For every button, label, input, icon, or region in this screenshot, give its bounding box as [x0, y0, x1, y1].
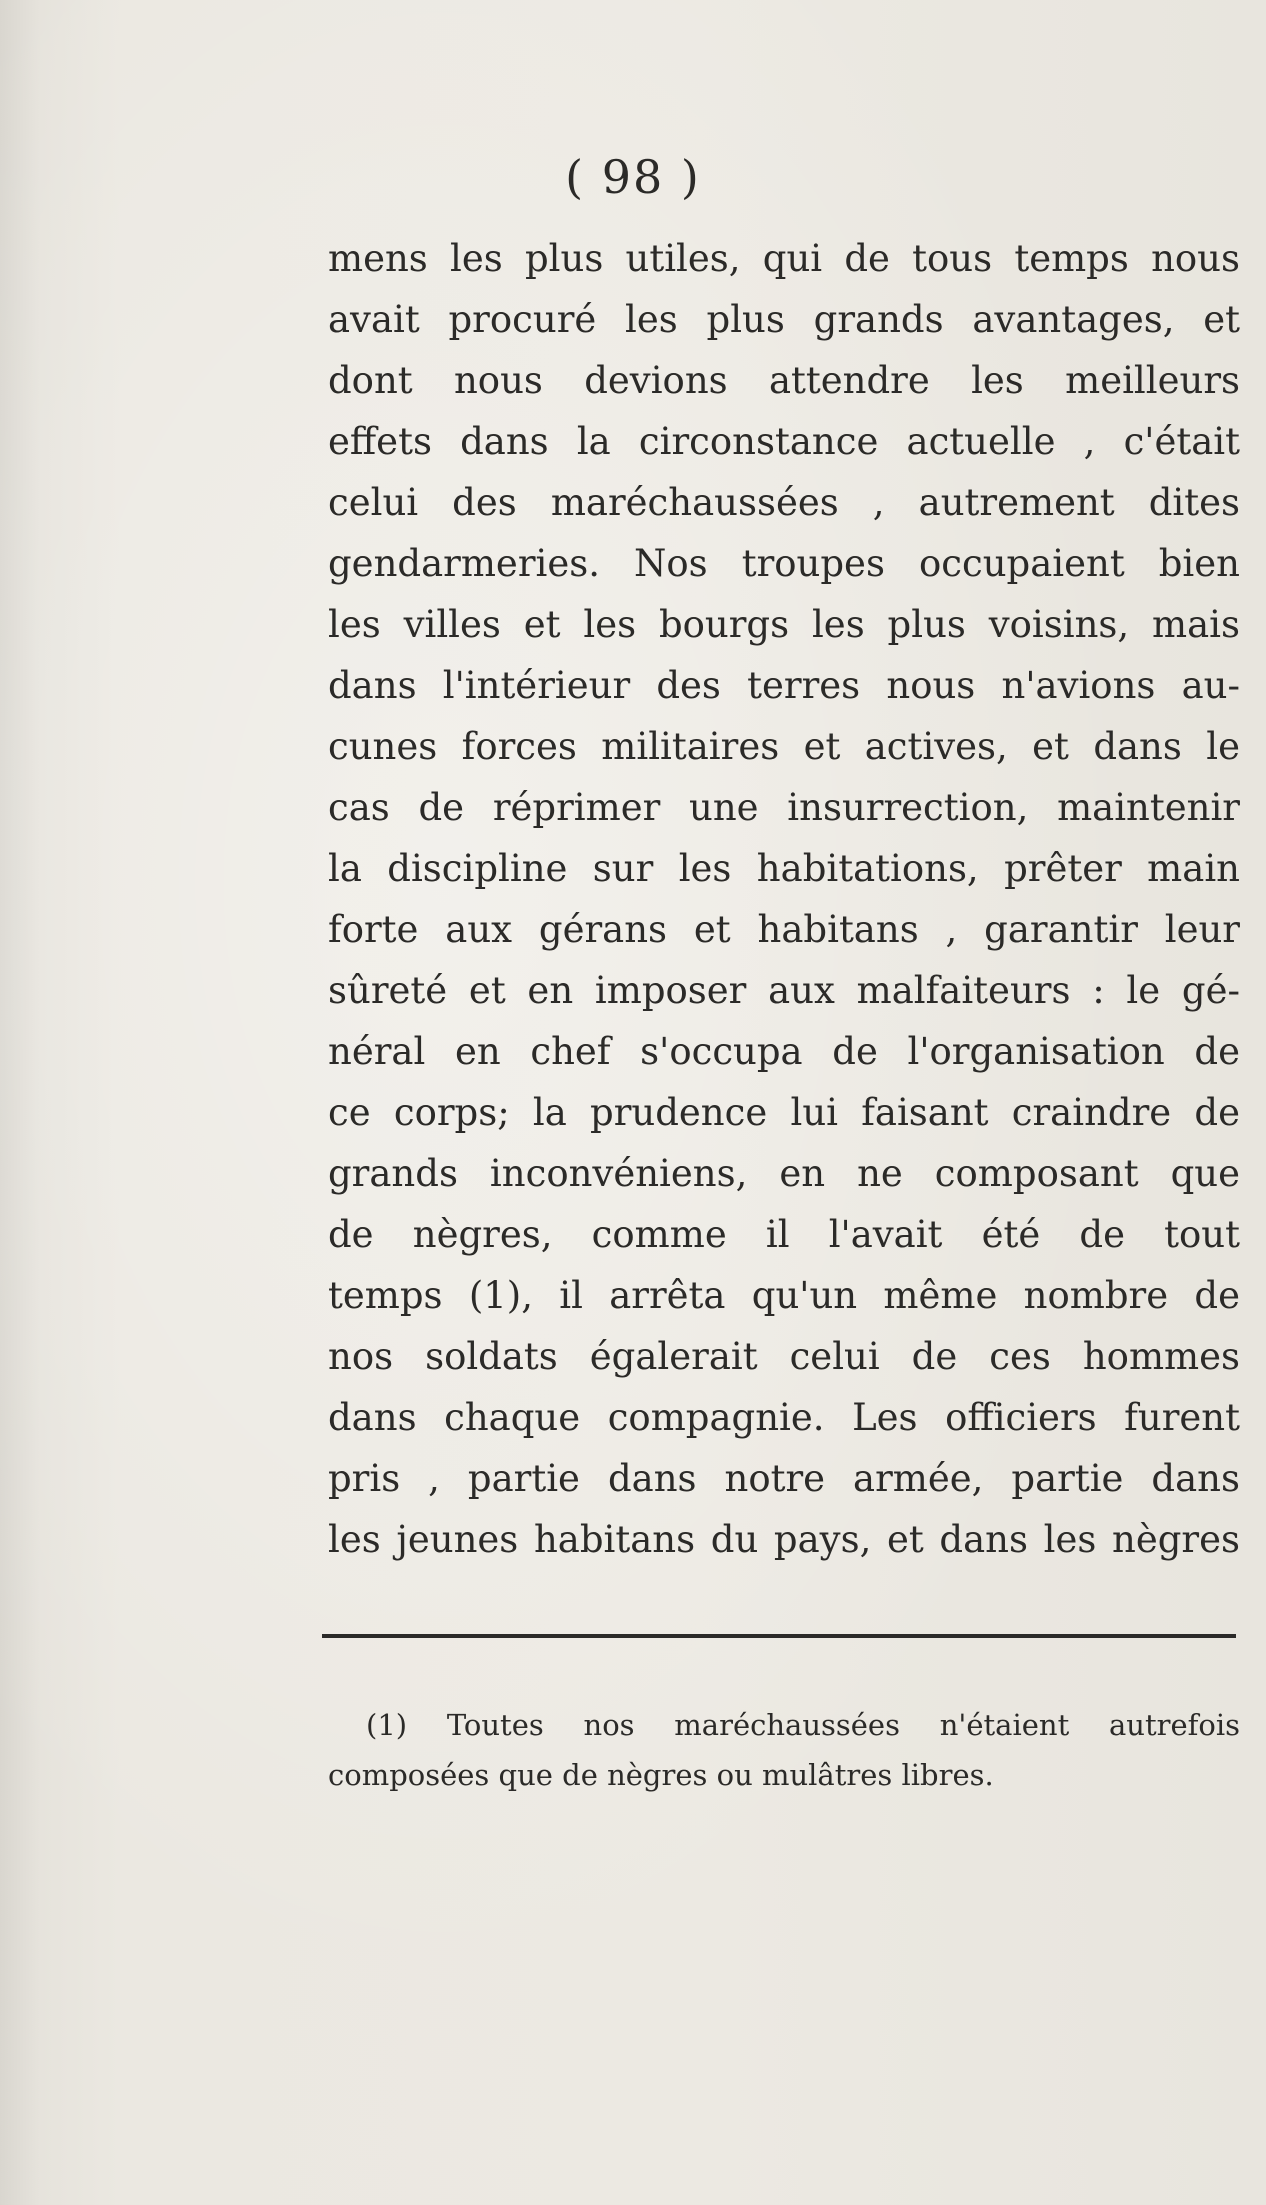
text-line: celui des maréchaussées , autrement dites: [328, 481, 1240, 524]
text-line: ce corps; la prudence lui faisant craindre de: [328, 1091, 1240, 1134]
text-line: temps (1), il arrêta qu'un même nombre de: [328, 1274, 1240, 1317]
text-line: néral en chef s'occupa de l'organisation de: [328, 1030, 1240, 1073]
text-line: dans chaque compagnie. Les officiers furent: [328, 1396, 1240, 1439]
page-number: ( 98 ): [565, 150, 701, 204]
text-line: cunes forces militaires et actives, et dans le: [328, 725, 1240, 768]
text-line: cas de réprimer une insurrection, maintenir: [328, 786, 1240, 829]
text-line: la discipline sur les habitations, prêter main: [328, 847, 1240, 890]
text-line: effets dans la circonstance actuelle , c'était: [328, 420, 1240, 463]
body-text: [328, 228, 1240, 1570]
text-line: de nègres, comme il l'avait été de tout: [328, 1213, 1240, 1256]
text-line: nos soldats égalerait celui de ces hommes: [328, 1335, 1240, 1378]
text-line: les villes et les bourgs les plus voisins, mais: [328, 603, 1240, 646]
text-line: dans l'intérieur des terres nous n'avions au-: [328, 664, 1240, 707]
text-line: avait procuré les plus grands avantages, et: [328, 298, 1240, 341]
text-line: forte aux gérans et habitans , garantir leur: [328, 908, 1240, 951]
text-line: pris , partie dans notre armée, partie dans: [328, 1457, 1240, 1500]
footnote-rule: [322, 1634, 1236, 1638]
text-line: les jeunes habitans du pays, et dans les nègres: [328, 1518, 1240, 1561]
text-line: dont nous devions attendre les meilleurs: [328, 359, 1240, 402]
text-line: gendarmeries. Nos troupes occupaient bien: [328, 542, 1240, 585]
text-line: sûreté et en imposer aux malfaiteurs : le gé-: [328, 969, 1240, 1012]
text-line: grands inconvéniens, en ne composant que: [328, 1152, 1240, 1195]
footnote: [328, 1700, 1240, 1800]
footnote-line: composées que de nègres ou mulâtres libres.: [328, 1758, 994, 1792]
footnote-line: (1) Toutes nos maréchaussées n'étaient autrefois: [366, 1708, 1240, 1742]
text-line: mens les plus utiles, qui de tous temps nous: [328, 237, 1240, 280]
